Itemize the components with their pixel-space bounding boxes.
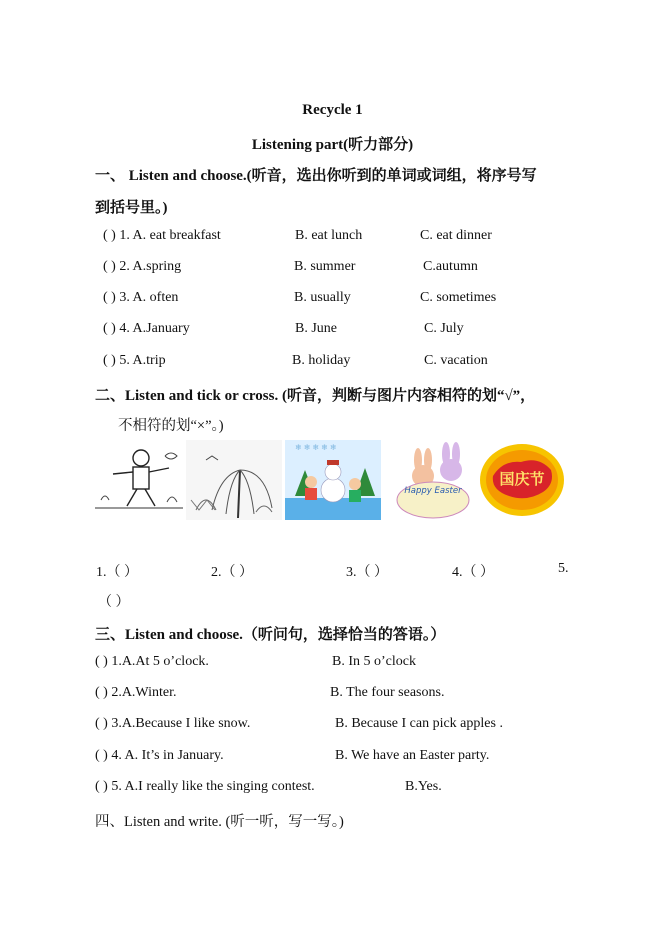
- section3-heading: 三、Listen and choose.（听问句，选择恰当的答语。）: [95, 627, 446, 643]
- s1-item-2-b: B. summer: [294, 259, 356, 274]
- s3-item-4-b: B. We have an Easter party.: [335, 748, 490, 763]
- easter-text: Happy Easter: [404, 486, 462, 496]
- section2-heading-cont: 不相符的划“×”。): [118, 418, 224, 434]
- section1-heading: 一、 Listen and choose.(听音，选出你听到的单词或词组，将序号写: [95, 168, 537, 184]
- s1-item-3-b: B. usually: [294, 290, 351, 305]
- s2-answer-5: 5.: [558, 561, 569, 576]
- section4-heading: 四、Listen and write. (听一听，写一写。): [95, 814, 344, 830]
- s3-item-2-b: B. The four seasons.: [330, 685, 445, 700]
- s2-answer-2: 2.（ ）: [211, 565, 253, 580]
- s1-item-2-a: ( ) 2. A.spring: [103, 259, 182, 274]
- s1-item-4-a: ( ) 4. A.January: [103, 321, 190, 336]
- s3-item-5-b: B.Yes.: [405, 779, 442, 794]
- section1-heading-cont: 到括号里。): [95, 200, 168, 216]
- s1-item-1-a: ( ) 1. A. eat breakfast: [103, 228, 221, 243]
- s1-item-2-c: C.autumn: [423, 259, 478, 274]
- s1-item-4-c: C. July: [424, 321, 464, 336]
- svg-text:❄ ❄ ❄ ❄ ❄: ❄ ❄ ❄ ❄ ❄: [295, 443, 337, 452]
- s1-item-1-c: C. eat dinner: [420, 228, 492, 243]
- s3-item-1-b: B. In 5 o’clock: [332, 654, 416, 669]
- s3-item-2-a: ( ) 2.A.Winter.: [95, 685, 177, 700]
- page-title: Recycle 1: [302, 102, 363, 118]
- s1-item-5-a: ( ) 5. A.trip: [103, 353, 166, 368]
- s2-answer-4: 4.（ ）: [452, 565, 494, 580]
- s1-item-3-a: ( ) 3. A. often: [103, 290, 179, 305]
- section2-heading: 二、Listen and tick or cross. (听音，判断与图片内容相符的划“√”，: [95, 388, 536, 404]
- s3-item-1-a: ( ) 1.A.At 5 o’clock.: [95, 654, 209, 669]
- s3-item-3-a: ( ) 3.A.Because I like snow.: [95, 716, 251, 731]
- s2-answer-1: 1.（ ）: [96, 565, 138, 580]
- exercise-picture: [95, 440, 183, 520]
- s2-answer-5-paren: （ ）: [98, 595, 130, 610]
- s1-item-3-c: C. sometimes: [420, 290, 497, 305]
- s1-item-1-b: B. eat lunch: [295, 228, 363, 243]
- s3-item-3-b: B. Because I can pick apples .: [335, 716, 503, 731]
- easter-bunny-picture: [388, 440, 478, 520]
- national-day-picture: [479, 440, 565, 520]
- s1-item-5-c: C. vacation: [424, 353, 488, 368]
- s1-item-4-b: B. June: [295, 321, 337, 336]
- winter-snowman-picture: [285, 440, 381, 520]
- page-subtitle: Listening part(听力部分): [251, 137, 414, 153]
- willow-tree-picture: [186, 440, 282, 520]
- s2-answer-3: 3.（ ）: [346, 565, 388, 580]
- national-day-text: 国庆节: [499, 470, 545, 488]
- s1-item-5-b: B. holiday: [292, 353, 351, 368]
- s3-item-4-a: ( ) 4. A. It’s in January.: [95, 748, 224, 763]
- s3-item-5-a: ( ) 5. A.I really like the singing contest.: [95, 779, 315, 794]
